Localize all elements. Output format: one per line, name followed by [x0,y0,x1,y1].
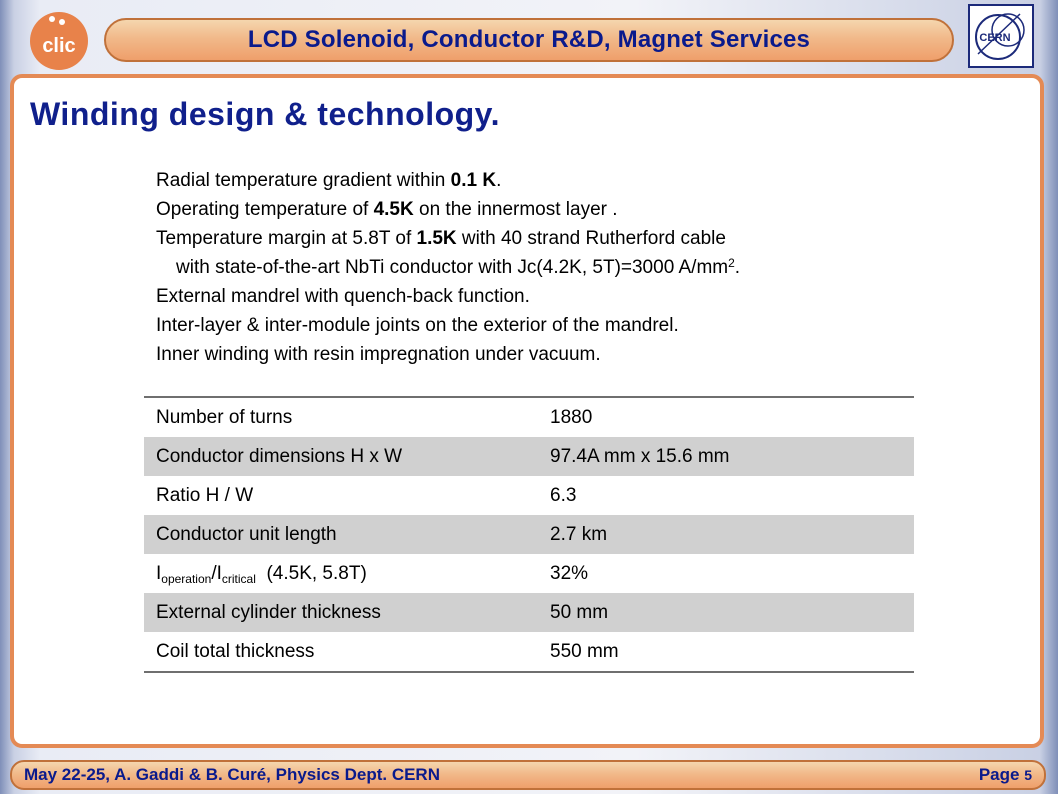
clic-logo [28,10,90,72]
cern-logo [968,4,1034,68]
table-cell-label: External cylinder thickness [156,601,381,623]
cern-logo-text: CERN [979,32,1011,44]
table-cell-value: 32% [550,562,589,584]
table-row [144,554,914,593]
footer-page [979,765,1032,785]
table-cell-label: Number of turns [156,406,293,428]
slide-title: Winding design & technology. [30,96,500,132]
table-cell-value: 97.4A mm x 15.6 mm [550,445,730,467]
table-cell-value: 550 mm [550,640,619,662]
table-cell-label: Conductor unit length [156,523,337,545]
table-row [144,593,914,632]
table-cell-value: 50 mm [550,601,609,623]
page-number: 5 [1024,767,1032,783]
footer-bar [10,760,1046,790]
bullet-item: Operating temperature of 4.5K on the innermost layer . [156,199,618,220]
bullet-item: Temperature margin at 5.8T of 1.5K with 40 strand Rutherford cable [156,228,726,249]
table-cell-label: Coil total thickness [156,640,315,662]
bullet-list [156,166,740,369]
table-cell-label: Conductor dimensions H x W [156,445,403,467]
bullet-item: External mandrel with quench-back function. [156,286,530,307]
table-cell-value: 1880 [550,406,593,428]
specs-table [144,396,914,673]
header-title: LCD Solenoid, Conductor R&D, Magnet Services [247,26,811,53]
header-bar [104,18,954,62]
table-cell-label: Ratio H / W [156,484,254,506]
table-row [144,437,914,476]
bullet-item: Radial temperature gradient within 0.1 K. [156,170,502,191]
table-row [144,476,914,515]
bullet-item: Inter-layer & inter-module joints on the exterior of the mandrel. [156,315,679,336]
clic-logo-text: clic [42,35,76,57]
table-cell-value: 2.7 km [550,523,608,545]
bullet-item-continuation: with state-of-the-art NbTi conductor with Jc(4.2K, 5T)=3000 $A/mm^2$. [176,256,741,278]
page-label: Page [978,765,1025,784]
footer-author-date: May 22-25, A. Gaddi & B. Curé, Physics Dept. CERN [24,765,440,784]
table-cell-label: $I_{operation}/I_{critical}$ (4.5K, 5.8T) [156,562,367,586]
table-row [144,515,914,554]
table-row [144,632,914,671]
table-row [144,398,914,437]
table-cell-value: 6.3 [550,484,577,506]
bullet-item: Inner winding with resin impregnation under vacuum. [156,344,601,365]
